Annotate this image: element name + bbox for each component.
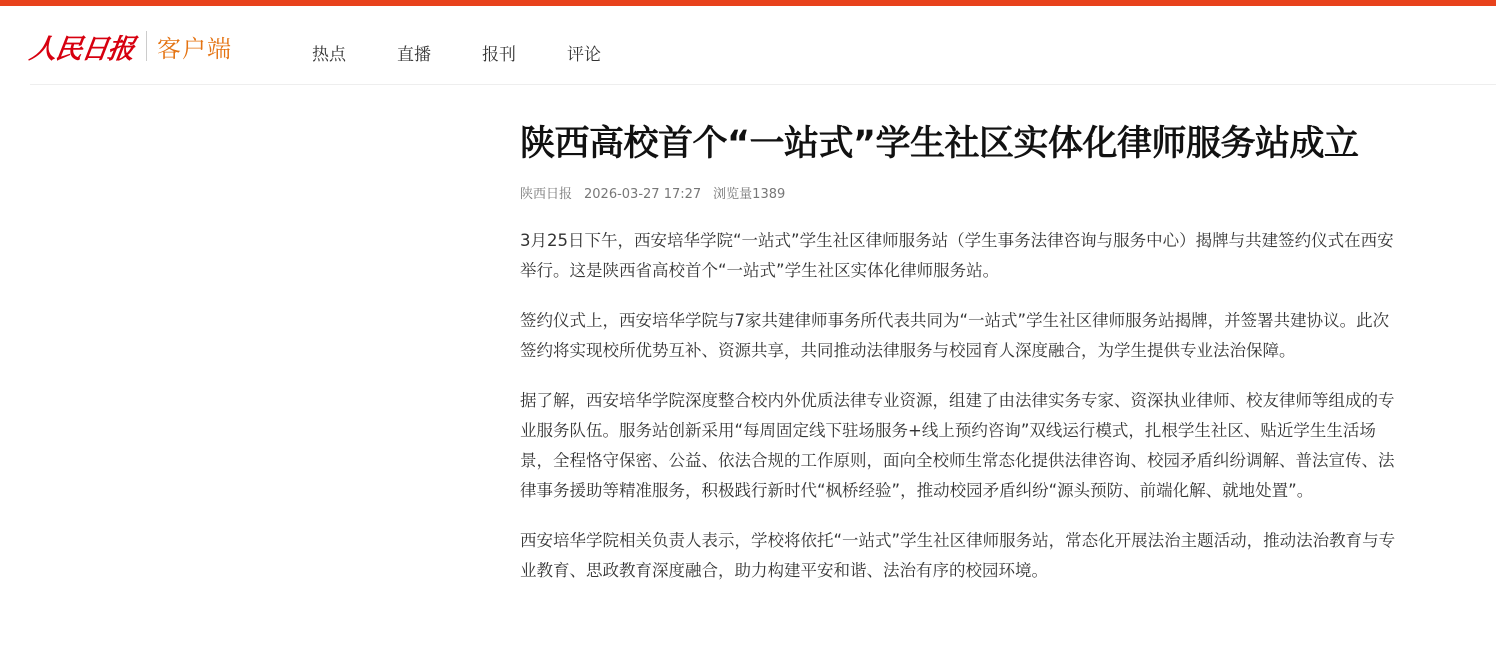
nav-item-comment[interactable]: 评论 xyxy=(567,45,601,65)
logo-divider xyxy=(146,31,147,61)
article xyxy=(520,118,1400,606)
article-paragraph: 西安培华学院相关负责人表示，学校将依托“一站式”学生社区律师服务站，常态化开展法治主题活动，推动法治教育与专业教育、思政教育深度融合，助力构建平安和谐、法治有序的校园环境。 xyxy=(520,531,1396,580)
article-paragraph: 签约仪式上，西安培华学院与7家共建律师事务所代表共同为“一站式”学生社区律师服务站揭牌，并签署共建协议。此次签约将实现校所优势互补、资源共享，共同推动法律服务与校园育人深度融合，为学生提供专业法治保障。 xyxy=(520,311,1390,360)
header-divider xyxy=(30,84,1496,85)
nav-item-live[interactable]: 直播 xyxy=(397,45,431,65)
main-nav xyxy=(312,40,652,65)
logo-subtitle: 客户端 xyxy=(157,34,232,63)
article-paragraph: 3月25日下午，西安培华学院“一站式”学生社区律师服务站（学生事务法律咨询与服务中心）揭牌与共建签约仪式在西安举行。这是陕西省高校首个“一站式”学生社区实体化律师服务站。 xyxy=(520,231,1394,280)
logo-wordmark: 人民日报 xyxy=(27,33,136,65)
nav-item-newspaper[interactable]: 报刊 xyxy=(482,45,516,65)
nav-item-hot[interactable]: 热点 xyxy=(312,45,346,65)
article-body xyxy=(520,226,1400,586)
article-source: 陕西日报 xyxy=(520,187,573,202)
site-logo[interactable] xyxy=(27,26,232,66)
article-title: 陕西高校首个“一站式”学生社区实体化律师服务站成立 xyxy=(520,124,1359,164)
site-header xyxy=(0,6,1496,84)
article-paragraph: 据了解，西安培华学院深度整合校内外优质法律专业资源，组建了由法律实务专家、资深执业律师、校友律师等组成的专业服务队伍。服务站创新采用“每周固定线下驻场服务+线上预约咨询”双线运行模式，扎根学生社区、贴近学生生活场景，全程恪守保密、公益、依法合规的工作原则，面向全校师生常态化提供法律咨询、校园矛盾纠纷调解、普法宣传、法律事务援助等精准服务，积极践行新时代“枫桥经验”，推动校园矛盾纠纷“源头预防、前端化解、就地处置”。 xyxy=(520,391,1395,500)
article-meta xyxy=(520,186,1400,204)
article-views: 浏览量1389 xyxy=(713,187,786,202)
article-datetime: 2026-03-27 17:27 xyxy=(584,187,702,202)
